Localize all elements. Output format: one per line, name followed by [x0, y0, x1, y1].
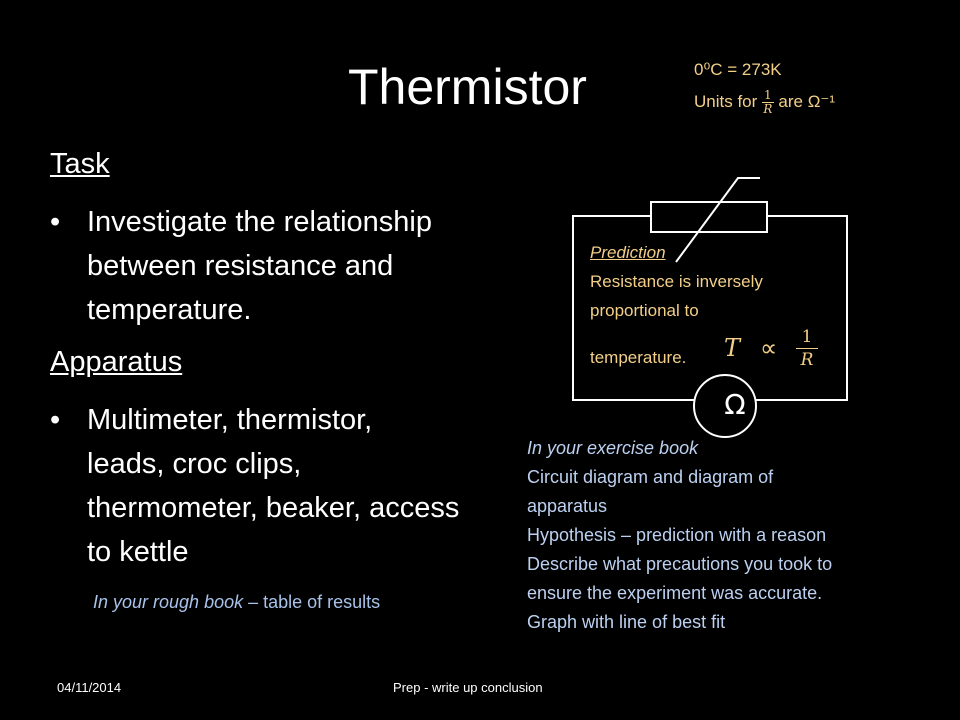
units-fraction-numerator: 1 — [764, 88, 772, 102]
symbol-t: T — [724, 334, 741, 362]
units-note-suffix: are Ω⁻¹ — [778, 91, 836, 111]
exercise-line: Hypothesis – prediction with a reason — [527, 525, 827, 545]
exercise-book-block — [527, 434, 832, 637]
apparatus-heading: Apparatus — [50, 346, 183, 378]
exercise-line: Graph with line of best fit — [527, 612, 726, 632]
apparatus-bullet — [50, 398, 530, 574]
units-fraction-denominator: R — [763, 102, 773, 116]
task-line: Investigate the relationship — [87, 206, 432, 238]
task-bullet-dot: • — [50, 206, 61, 238]
slide-title: Thermistor — [348, 59, 587, 115]
units-fraction — [762, 89, 774, 116]
task-heading: Task — [50, 148, 110, 180]
rough-book-note — [93, 592, 380, 613]
prediction-block — [590, 238, 763, 325]
prediction-fraction-denominator: R — [800, 350, 814, 370]
apparatus-line: to kettle — [87, 536, 189, 568]
units-note — [694, 89, 835, 116]
ohm-icon: Ω — [724, 388, 746, 421]
apparatus-bullet-text — [87, 398, 459, 574]
prediction-fraction — [796, 326, 818, 371]
exercise-line: Describe what precautions you took to — [527, 554, 833, 574]
exercise-line: ensure the experiment was accurate. — [527, 583, 823, 603]
rough-book-detail: – table of results — [243, 592, 381, 612]
circuit-wire — [756, 216, 847, 400]
prediction-line: Resistance is inversely — [590, 272, 763, 291]
units-note-prefix: Units for — [694, 91, 758, 111]
prediction-last-text: temperature. — [590, 348, 687, 367]
exercise-line: Circuit diagram and diagram of — [527, 467, 774, 487]
prediction-fraction-numerator: 1 — [796, 326, 818, 349]
apparatus-line: Multimeter, thermistor, — [87, 404, 373, 436]
prediction-line: proportional to — [590, 301, 699, 320]
footer-center-text: Prep - write up conclusion — [393, 680, 543, 695]
footer-date: 04/11/2014 — [57, 680, 122, 695]
task-line: between resistance and — [87, 250, 394, 282]
apparatus-line: thermometer, beaker, access — [87, 492, 460, 524]
task-line: temperature. — [87, 294, 252, 326]
proportional-symbol: ∝ — [760, 334, 778, 362]
rough-book-label: In your rough book — [93, 592, 244, 612]
exercise-heading: In your exercise book — [527, 438, 699, 458]
apparatus-line: leads, croc clips, — [87, 448, 302, 480]
task-bullet-text — [87, 200, 432, 332]
task-bullet — [50, 200, 510, 332]
apparatus-bullet-dot: • — [50, 404, 61, 436]
prediction-heading: Prediction — [590, 243, 666, 262]
kelvin-note: 0⁰C = 273K — [694, 60, 782, 79]
exercise-line: apparatus — [527, 496, 608, 516]
